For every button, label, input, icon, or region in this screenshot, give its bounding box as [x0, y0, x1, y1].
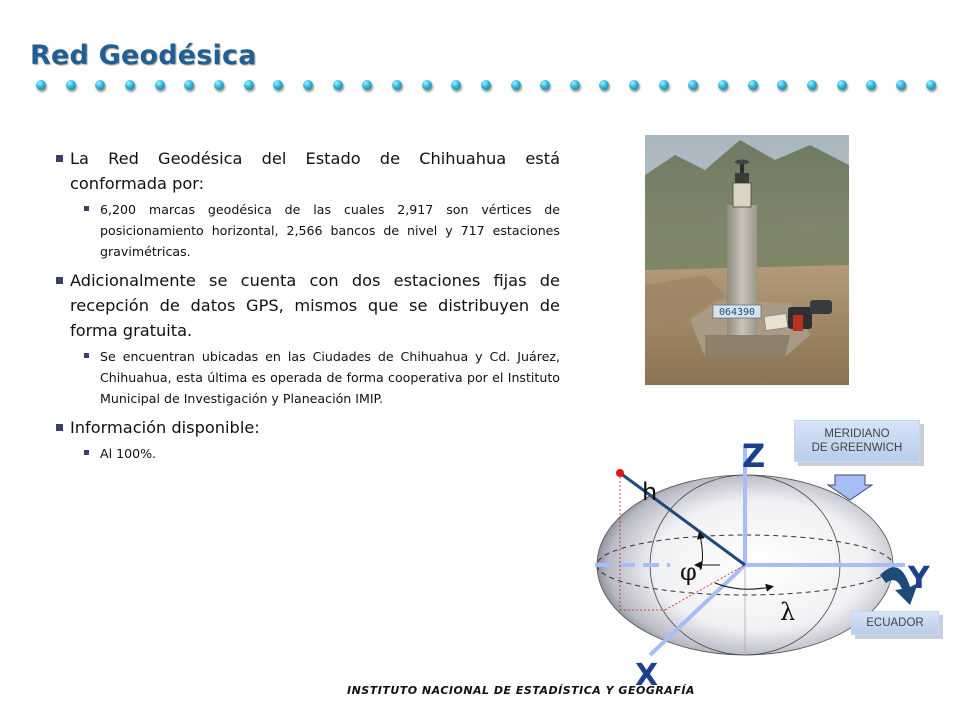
decorative-dot-row [36, 80, 936, 94]
bullet-square-icon [84, 450, 89, 455]
bullet-text: La Red Geodésica del Estado de Chihuahua está conformada por: [70, 149, 560, 193]
page-title: Red Geodésica [30, 40, 257, 71]
sub-bullet-1-1 [84, 199, 560, 262]
bullet-square-icon [56, 277, 63, 284]
label-phi: φ [680, 558, 697, 586]
decorative-dot [362, 80, 372, 90]
content-bullets [56, 146, 560, 464]
decorative-dot [333, 80, 343, 90]
bullet-square-icon [56, 424, 63, 431]
decorative-dot [244, 80, 254, 90]
meridian-label-line1: MERIDIANO [824, 428, 890, 440]
decorative-dot [66, 80, 76, 90]
decorative-dot [866, 80, 876, 90]
decorative-dot [926, 80, 936, 90]
label-h: h [642, 478, 658, 506]
meridian-callout [794, 420, 920, 462]
decorative-dot [807, 80, 817, 90]
decorative-dot [511, 80, 521, 90]
surface-point [616, 469, 624, 477]
bullet-square-icon [84, 206, 89, 211]
sub-bullet-2-1 [84, 346, 560, 409]
decorative-dot [125, 80, 135, 90]
decorative-dot [896, 80, 906, 90]
monument-marker-label: 064390 [718, 307, 756, 318]
decorative-dot [688, 80, 698, 90]
decorative-dot [629, 80, 639, 90]
bullet-3 [56, 415, 560, 440]
label-lambda: λ [780, 598, 796, 626]
decorative-dot [36, 80, 46, 90]
footer-institution: INSTITUTO NACIONAL DE ESTADÍSTICA Y GEOGRAFÍA [347, 684, 695, 697]
decorative-dot [422, 80, 432, 90]
decorative-dot [777, 80, 787, 90]
decorative-dot [95, 80, 105, 90]
decorative-dot [748, 80, 758, 90]
sub-bullet-text: 6,200 marcas geodésica de las cuales 2,917 son vértices de posicionamiento horizontal, 2,566 bancos de nivel y 717 estaciones gravimétricas. [100, 202, 560, 259]
decorative-dot [481, 80, 491, 90]
decorative-dot [659, 80, 669, 90]
bullet-square-icon [56, 155, 63, 162]
geodetic-monument-photo [645, 135, 849, 385]
decorative-dot [837, 80, 847, 90]
decorative-dot [184, 80, 194, 90]
bullet-text: Información disponible: [70, 418, 260, 437]
meridian-label-line2: DE GREENWICH [811, 442, 903, 454]
decorative-dot [451, 80, 461, 90]
sub-bullet-text: Al 100%. [100, 446, 157, 461]
decorative-dot [599, 80, 609, 90]
bullet-1 [56, 146, 560, 196]
axis-z-label: Z [742, 437, 766, 475]
bullet-2 [56, 268, 560, 343]
decorative-dot [303, 80, 313, 90]
decorative-dot [570, 80, 580, 90]
decorative-dot [392, 80, 402, 90]
decorative-dot [540, 80, 550, 90]
decorative-dot [718, 80, 728, 90]
bullet-text: Adicionalmente se cuenta con dos estaciones fijas de recepción de datos GPS, mismos que se distribuyen de forma gratuita. [70, 271, 560, 340]
axis-x-label: X [635, 658, 659, 693]
sub-bullet-3-1 [84, 443, 560, 464]
axis-y-label: Y [908, 561, 930, 596]
decorative-dot [155, 80, 165, 90]
sub-bullet-text: Se encuentran ubicadas en las Ciudades de Chihuahua y Cd. Juárez, Chihuahua, esta última es operada de forma cooperativa por el Instituto Municipal de Investigación y Planeación IMIP. [100, 349, 560, 406]
bullet-square-icon [84, 353, 89, 358]
decorative-dot [273, 80, 283, 90]
equator-callout: ECUADOR [851, 611, 939, 635]
decorative-dot [214, 80, 224, 90]
